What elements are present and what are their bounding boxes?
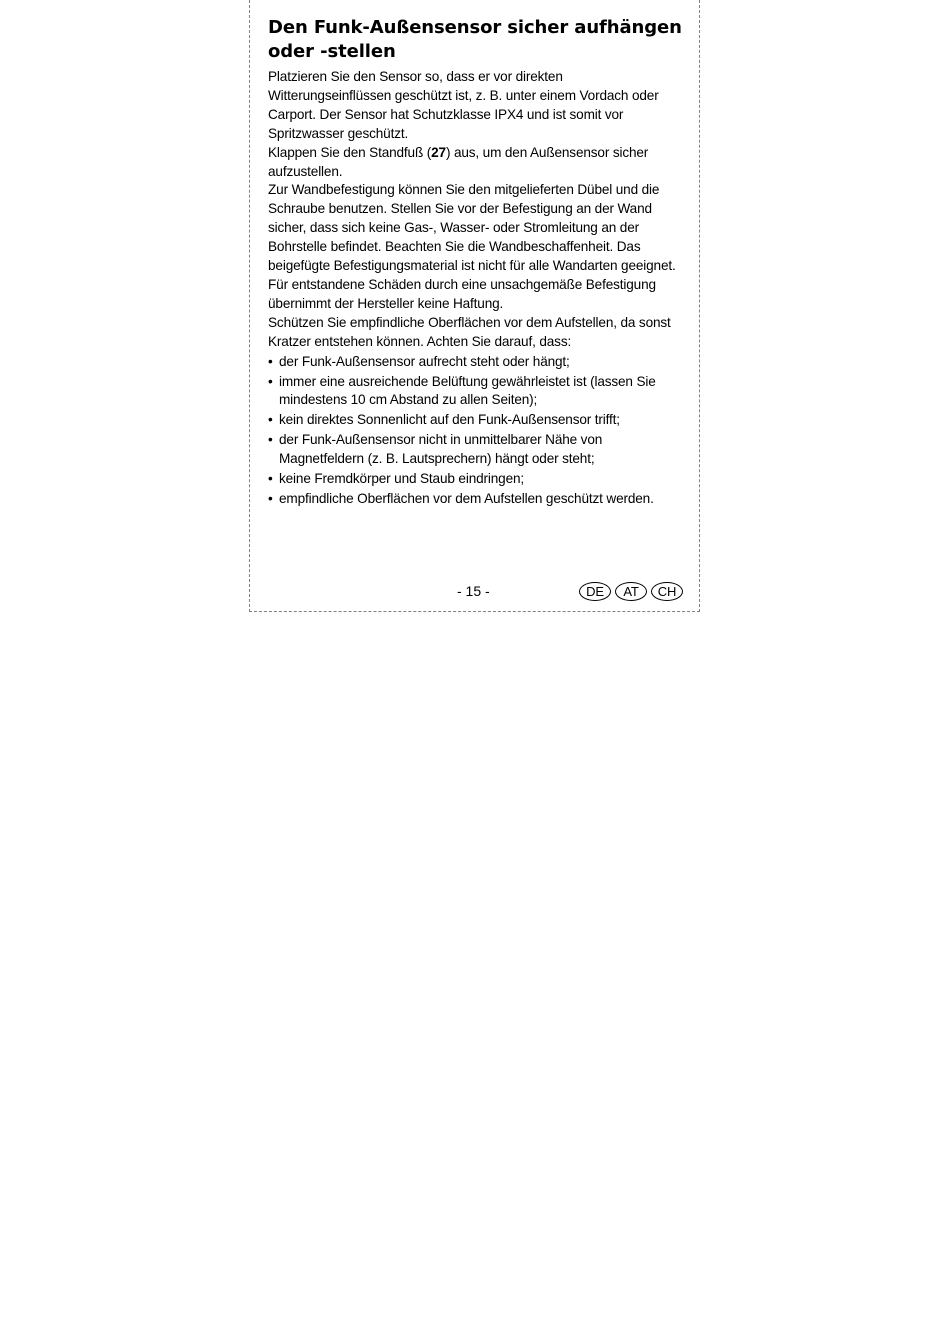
list-item — [268, 353, 688, 372]
list-item — [268, 470, 688, 489]
paragraph-liability: Für entstandene Schäden durch eine unsachgemäße Befestigung übernimmt der Hersteller keine Haftung. — [268, 276, 656, 311]
stand-text-before: Klappen Sie den Standfuß ( — [268, 144, 432, 160]
document-page — [249, 0, 700, 612]
section-heading: Den Funk-Außensensor sicher aufhängen oder -stellen — [268, 17, 682, 62]
list-item-text: empfindliche Oberflächen vor dem Aufstellen geschützt werden. — [279, 490, 654, 506]
list-item-text: kein direktes Sonnenlicht auf den Funk-Außensensor trifft; — [279, 412, 620, 428]
bullet-icon: • — [268, 353, 273, 369]
list-item — [268, 431, 688, 469]
list-item — [268, 490, 688, 509]
bullet-icon: • — [268, 432, 273, 448]
country-badges — [579, 582, 683, 601]
bullet-icon: • — [268, 490, 273, 506]
list-item-text: keine Fremdkörper und Staub eindringen; — [279, 471, 525, 487]
bullet-icon: • — [268, 471, 273, 487]
list-item — [268, 373, 688, 411]
page-number: - 15 - — [457, 583, 490, 599]
list-item-text: immer eine ausreichende Belüftung gewährleistet ist (lassen Sie mindestens 10 cm Abstand zu allen Seiten); — [279, 373, 656, 408]
part-reference-number: 27 — [431, 144, 446, 160]
paragraph-placement: Platzieren Sie den Sensor so, dass er vor direkten Witterungseinflüssen geschützt ist, z. B. unter einem Vordach oder Carport. Der Sensor hat Schutzklasse IPX4 und ist somit vor Spritzwasser geschützt. — [268, 69, 659, 141]
paragraph-stand — [268, 144, 688, 182]
paragraph-wall-mounting: Zur Wandbefestigung können Sie den mitgelieferten Dübel und die Schraube benutzen. Stellen Sie vor der Befestigung an der Wand sicher, dass sich keine Gas-, Wasser- oder Stromleitung an der Bohrstelle befindet. Beachten Sie die Wandbeschaffenheit. Das beigefügte Befestigungsmaterial ist nicht für alle Wandarten geeignet. — [268, 182, 676, 274]
country-badge-at: AT — [615, 582, 647, 601]
list-item-text: der Funk-Außensensor aufrecht steht oder hängt; — [279, 353, 570, 369]
list-item — [268, 411, 688, 430]
requirements-list — [268, 353, 688, 509]
bullet-icon: • — [268, 373, 273, 389]
list-item-text: der Funk-Außensensor nicht in unmittelbarer Nähe von Magnetfeldern (z. B. Lautsprechern) hängt oder steht; — [279, 432, 603, 467]
country-badge-ch: CH — [651, 582, 683, 601]
bullet-icon: • — [268, 412, 273, 428]
country-badge-de: DE — [579, 582, 611, 601]
stand-text-after: ) aus, um den Außensensor sicher aufzustellen. — [268, 144, 649, 179]
page-footer — [250, 580, 701, 602]
page-content — [268, 16, 688, 510]
paragraph-surfaces: Schützen Sie empfindliche Oberflächen vor dem Aufstellen, da sonst Kratzer entstehen können. Achten Sie darauf, dass: — [268, 314, 671, 349]
